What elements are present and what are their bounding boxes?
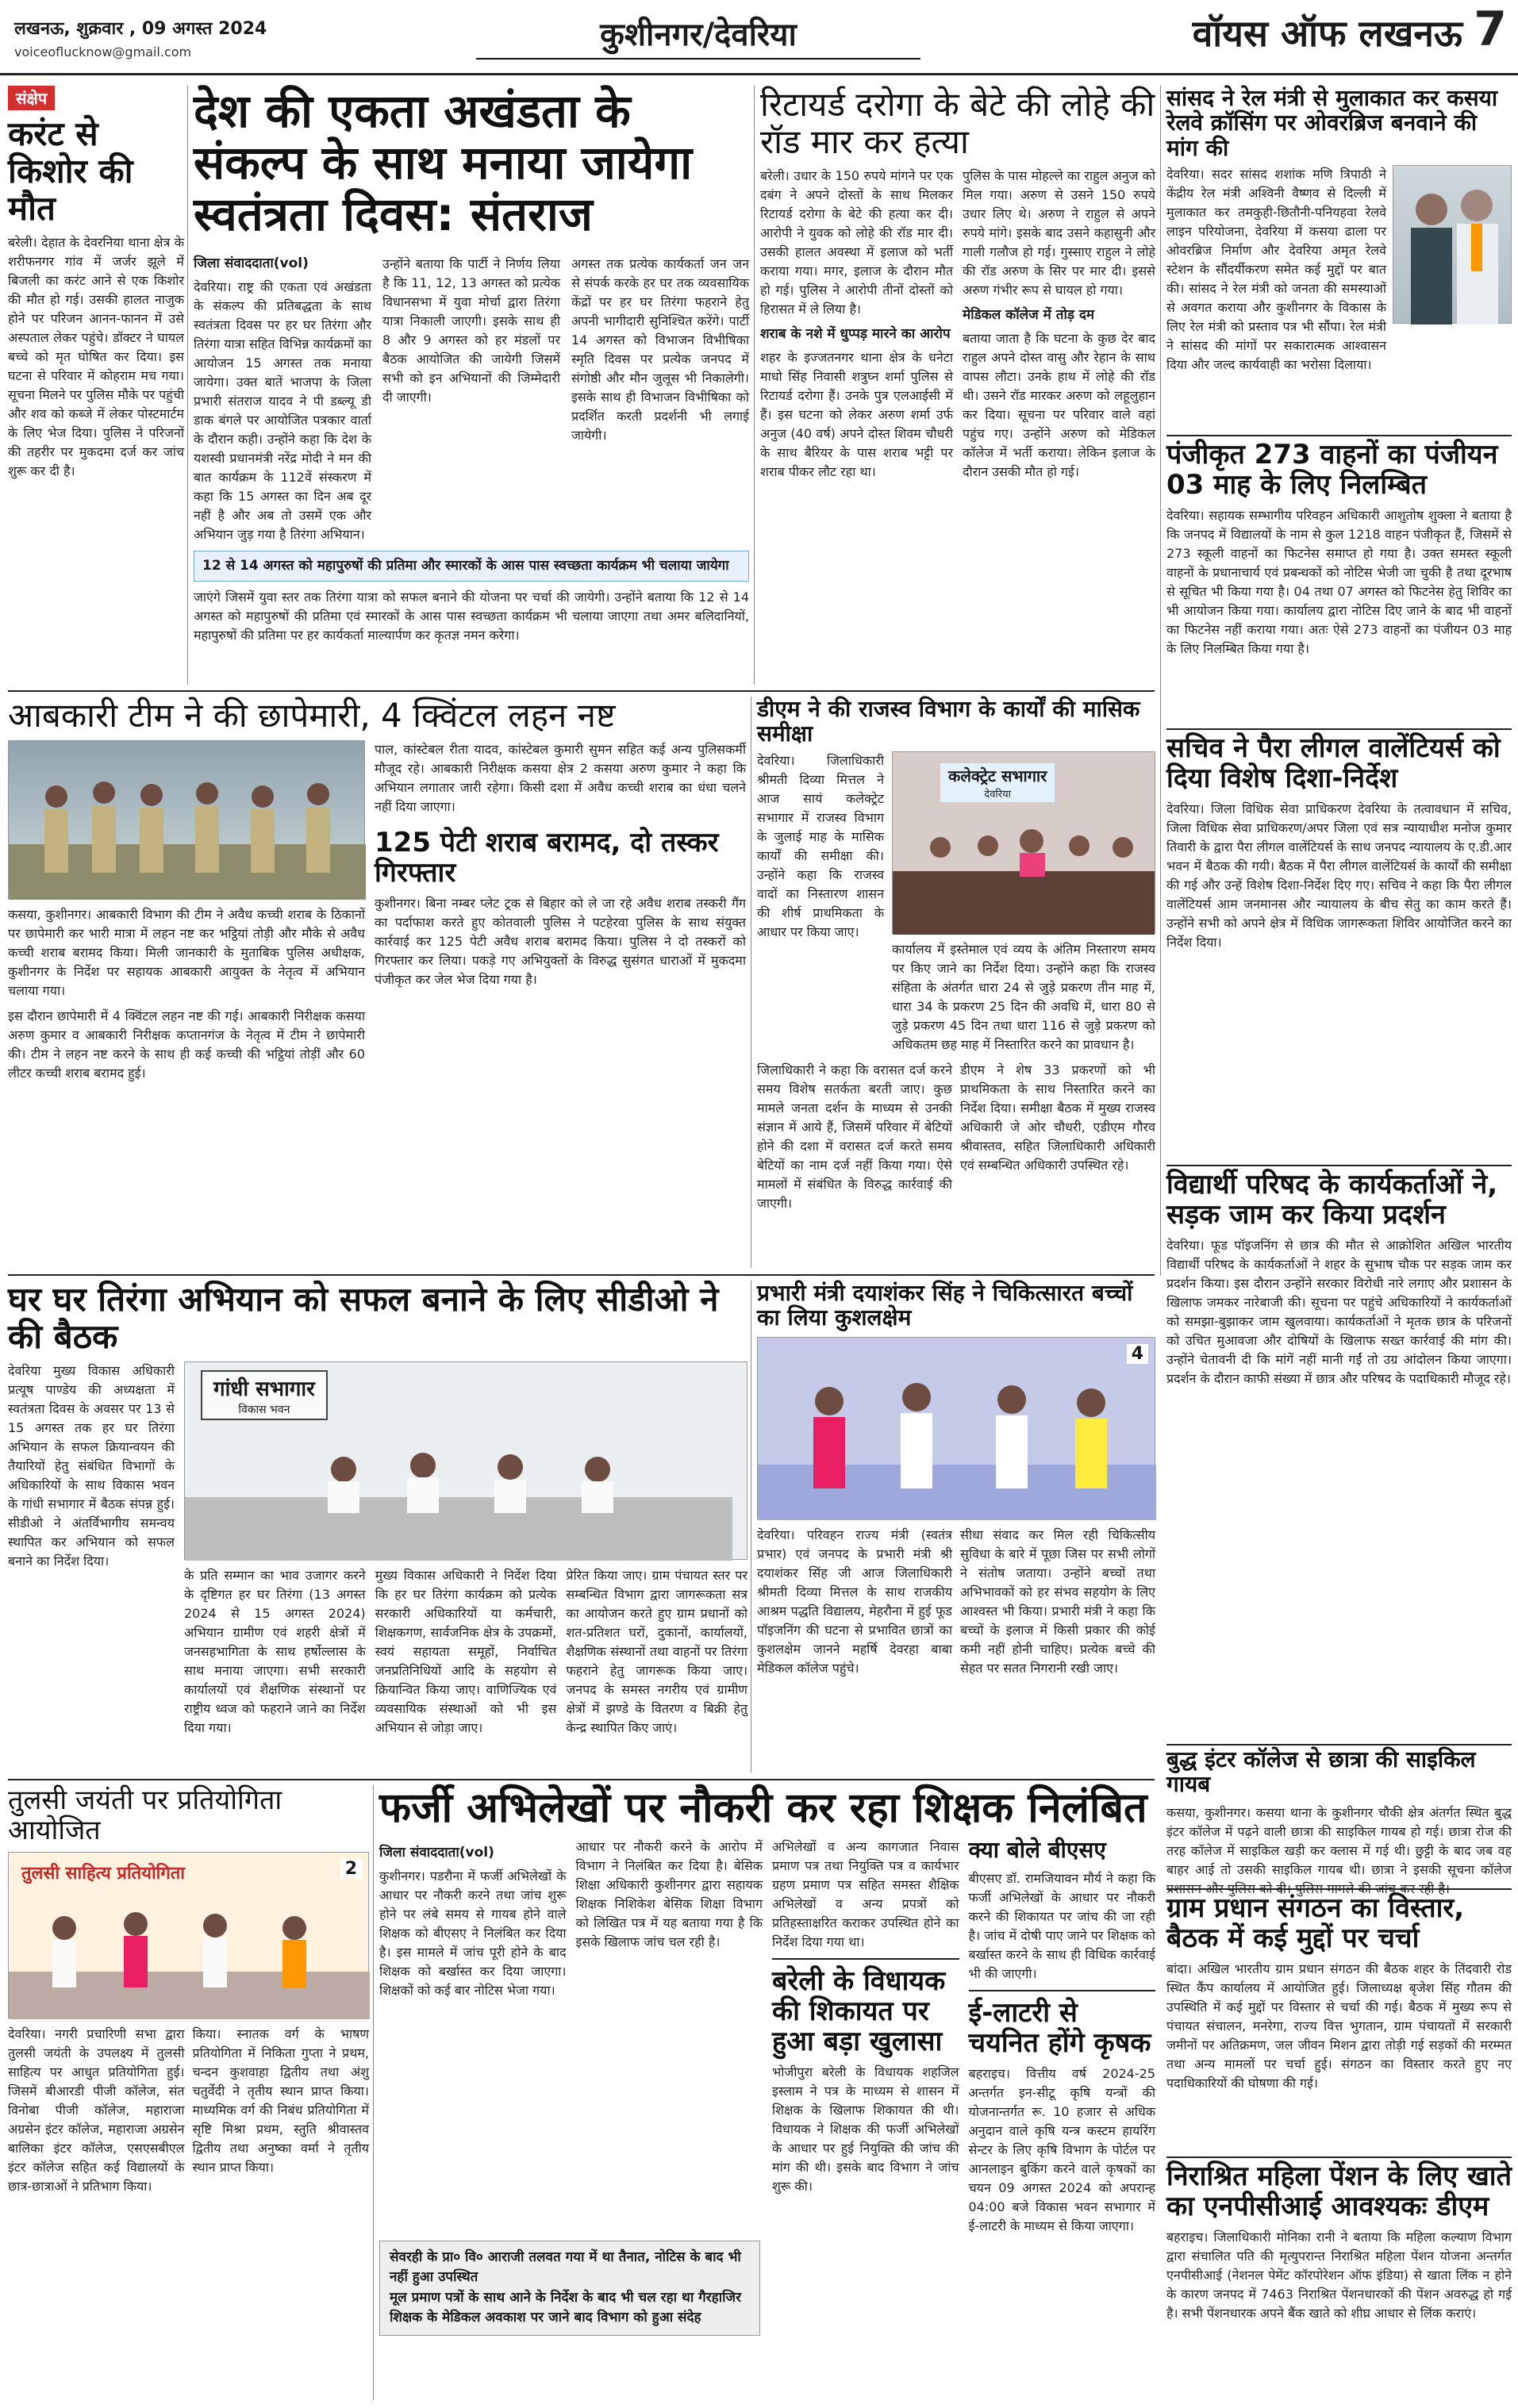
legal-headline: सचिव ने पैरा लीगल वालेंटियर्स को दिया विशेष दिशा-निर्देश bbox=[1166, 732, 1501, 795]
story-rule bbox=[1166, 1888, 1512, 1890]
mp-meeting-story bbox=[1166, 86, 1512, 427]
lead-byline: जिला संवाददाता(vol) bbox=[194, 255, 309, 271]
tiranga-photo bbox=[184, 1361, 747, 1560]
pension-story bbox=[1166, 2156, 1512, 2398]
story-rule bbox=[969, 1990, 1156, 1991]
elottery-body: बहराइच। वित्तीय वर्ष 2024-25 अन्तर्गत इन-सीटू कृषि यन्त्रों की योजनान्तर्गत रू. 10 हजार से अधिक अनुदान वाले कृषि यन्त्र कस्टम हायरिंग सेन्टर के लिए कृषि विभाग के पोर्टल पर आनलाइन बुकिंग करने वाले कृषकों का चयन 09 अगस्त 2024 को अपरान्ह 04:00 बजे विकास भवन सभागार में ई-लाटरी के माध्यम से किया जाएगा। bbox=[968, 2065, 1155, 2233]
lead-body-1: देवरिया। राष्ट्र की एकता एवं अखंडता के संकल्प की प्रतिबद्धता के साथ स्वतंत्रता दिवस पर हर घर तिरंगा और तिरंगा यात्रा सहित विभिन्न कार्यक्रमों का आयोजन 15 अगस्त तक मनाया जायेगा। उक्त बातें भाजपा के जिला प्रभारी संतराज यादव ने पी डब्ल्यू डी डाक बंगले पर आयोजित पत्रकार वार्ता के दौरान कही। उन्होंने कहा कि देश के यशस्वी प्रधानमंत्री नरेंद्र मोदी ने मन की बात कार्यक्रम के 112वें संस्करण में कहा कि 15 अगस्त का दिन अब दूर नहीं है और अब तो उसमें एक और अभियान जुड़ गया है तिरंगा अभियान। bbox=[194, 278, 371, 542]
abkari-body-1: कसया, कुशीनगर। आबकारी विभाग की टीम ने अवैध कच्ची शराब के ठिकानों पर छापेमारी कर भारी मात्रा में लहन नष्ट कर भट्ठियां तोड़ी और मौके से अवैध कच्ची शराब बरामद किया। मिली जानकारी के मुताबिक पुलिस अधीक्षक, कुशीनगर के निर्देश पर सहायक आबकारी आयुक्त के नेतृत्व में अभियान चलाया गया। bbox=[8, 907, 365, 999]
column-divider bbox=[187, 86, 188, 685]
issue-date: लखनऊ, शुक्रवार , 09 अगस्त 2024 bbox=[14, 19, 267, 39]
newspaper-logo: वॉयस ऑफ लखनऊ bbox=[1192, 12, 1462, 55]
story-rule bbox=[1166, 435, 1512, 436]
dm-photo-sub: देवरिया bbox=[984, 788, 1012, 801]
dm-review-body-2: जिलाधिकारी ने कहा कि वरासत दर्ज करने समय विशेष सतर्कता बरती जाए। कुछ मामले जनता दर्शन के माध्यम से उनकी संज्ञान में आये हैं, जिसमें परिवार में बेटियों होने की दशा में वरासत दर्ज करते समय बेटियों का नाम दर्ज नहीं किया गया। ऐसे मामलों में संबंधित के विरुद्ध कार्रवाई की जाएगी। bbox=[757, 1062, 952, 1211]
tulsi-photo bbox=[8, 1852, 369, 2018]
tiranga-photo-sub: विकास भवन bbox=[238, 1404, 290, 1417]
sankshep-headline: करंट से किशोर की मौत bbox=[8, 114, 133, 229]
section-title: कुशीनगर/देवरिया bbox=[476, 11, 920, 60]
mp-photo bbox=[1393, 165, 1512, 324]
page-number: 7 bbox=[1474, 2, 1507, 57]
dm-photo-banner: कलेक्ट्रेट सभागार bbox=[948, 766, 1047, 785]
teacher-body-1: कुशीनगर। पडरौना में फर्जी अभिलेखों के आधार पर नौकरी करने तथा जांच शुरू होने पर लंबे समय से गायब होने वाले शिक्षक को बीएसए ने निलंबित कर दिया है। इस मामले में जांच पूरी होने के बाद शिक्षक को बर्खास्त कर दिया जाएगा। शिक्षकों को कई बार नोटिस भेजा गया। bbox=[379, 1868, 567, 1999]
protest-body: देवरिया। फूड पॉइजनिंग से छात्र की मौत से आक्रोशित अखिल भारतीय विद्यार्थी परिषद के कार्यकर्ताओं ने शहर के सुभाष चौक पर सड़क जाम कर प्रदर्शन किया। इस दौरान उन्होंने सरकार विरोधी नारे लगाए और प्रशासन के खिलाफ जमकर नारेबाजी की। सूचना पर पहुंचे अधिकारियों ने कार्यकर्ताओं को समझा-बुझाकर जाम खुलवाया। कार्यकर्ताओं ने मृतक छात्र के परिजनों को उचित मुआवजा और दोषियों के खिलाफ सख्त कार्रवाई की मांग की। उन्होंने चेतावनी दी कि मांगें नहीं मानी गईं तो उग्र आंदोलन किया जाएगा। प्रदर्शन के दौरान काफी संख्या में छात्र और परिषद के पदाधिकारी मौजूद रहे। bbox=[1166, 1238, 1512, 1387]
tulsi-body-1: देवरिया। नगरी प्रचारिणी सभा द्वारा तुलसी जयंती के उपलक्ष्य में तुलसी साहित्य पर आधुत प्रतियोगिता हुई। जिसमें बीआरडी पीजी कॉलेज, संत विनोबा पीजी कॉलेज, महाराजा अग्रसेन इंटर कॉलेज, महाराजा अग्रसेन बालिका इंटर कॉलेज, एसएसबीएल इंटर कॉलेज सहित कई विद्यालयों के छात्र-छात्राओं ने प्रतिभाग किया। bbox=[8, 2026, 185, 2195]
story-rule bbox=[1166, 1165, 1512, 1166]
dm-review-body-3: कार्यालय में इस्तेमाल एवं व्यय के अंतिम निस्तारण समय पर किए जाने का निर्देश दिया। उन्होंने कहा कि राजस्व संहिता के अंतर्गत धारा 24 से जुड़े प्रकरण तीन माह में, धारा 34 के प्रकरण 25 दिन की अवधि में, धारा 80 से जुड़े प्रकरण 45 दिन तथा धारा 116 से जुड़े प्रकरण को अधिकतम छह माह में निस्तारित करने का प्रावधान है। bbox=[892, 941, 1155, 1052]
gram-pradhan-story bbox=[1166, 1888, 1512, 2150]
story-rule bbox=[772, 1958, 959, 1960]
minister-body-2: सीधा संवाद कर मिल रही चिकित्सीय सुविधा के बारे में पूछा जिस पर सभी लोगों ने संतोष जताया। उन्होंने बच्चों तथा अभिभावकों को हर संभव सहयोग के लिए आश्वस्त भी किया। प्रभारी मंत्री ने कहा कि बच्चों के इलाज में किसी प्रकार की कोई कमी नहीं होनी चाहिए। प्रत्येक बच्चे की सेहत पर सतत निगरानी रखी जाए। bbox=[960, 1527, 1155, 1676]
lead-headline: देश की एकता अखंडता के संकल्प के साथ मनाया जायेगा स्वतंत्रता दिवस: संतराज bbox=[194, 84, 693, 241]
abkari-story bbox=[8, 697, 746, 1268]
column-divider bbox=[754, 86, 755, 685]
student-protest-story bbox=[1166, 1165, 1512, 1736]
story-rule bbox=[1166, 1744, 1512, 1746]
teacher-highlights bbox=[379, 2241, 760, 2336]
tiranga-body-1: देवरिया मुख्य विकास अधिकारी प्रत्यूष पाण्डेय की अध्यक्षता में स्वतंत्रता दिवस के अवसर पर 13 से 15 अगस्त तक हर घर तिरंगा अभियान के सफल क्रियान्वयन की तैयारियों हेतु संबंधित विभागों के अधिकारियों के साथ विकास भवन के गांधी सभागार में बैठक संपन्न हुई। सीडीओ ने अंतर्विभागीय समन्वय स्थापित कर अभियान को सफल बनाने का निर्देश दिया। bbox=[8, 1363, 175, 1569]
murder-subhead-2: मेडिकल कॉलेज में तोड़ दम bbox=[963, 307, 1095, 324]
meeting-photo-icon bbox=[893, 752, 1155, 935]
legal-body: देवरिया। जिला विधिक सेवा प्राधिकरण देवरिया के तत्वावधान में सचिव, जिला विधिक सेवा प्राधिकरण/अपर जिला एवं सत्र न्यायाधीश मनोज कुमार तिवारी के द्वारा पैरा लीगल वालेंटियर्स के साथ जनपद न्यायालय के ए.डी.आर भवन में बैठक की गयी। बैठक में पैरा लीगल वालेंटियर्स के कार्यों की समीक्षा की गई और उन्हें विशेष दिशा-निर्देश दिए गए। सचिव ने कहा कि पैरा लीगल वालेंटियर्स आम जनमानस और न्यायालय के बीच सेतु का काम करते हैं। उन्होंने सभी को अपने क्षेत्र में विधिक जागरूकता शिविर आयोजित करने का निर्देश दिया। bbox=[1166, 801, 1512, 951]
legal-story bbox=[1166, 728, 1512, 1157]
tulsi-story bbox=[8, 1785, 369, 2400]
mp-headline: सांसद ने रेल मंत्री से मुलाकात कर कसया रेलवे क्रॉसिंग पर ओवरब्रिज बनवाने की मांग की bbox=[1166, 85, 1498, 161]
tiranga-body-3: मुख्य विकास अधिकारी ने निर्देश दिया कि हर घर तिरंगा कार्यक्रम को प्रत्येक सरकारी अधिकारियों या कर्मचारी, शिक्षकगण, सार्वजनिक क्षेत्र के उपक्रमों, स्वयं सहायता समूहों, निर्वाचित जनप्रतिनिधियों आदि के सहयोग से क्रियान्वित किया जाए। वाणिज्यिक एवं व्यवसायिक संस्थाओं को भी इस अभियान से जोड़ा जाए। bbox=[375, 1568, 557, 1736]
highlight-item: शिक्षक के मेडिकल अवकाश पर जाने बाद विभाग को हुआ संदेह bbox=[390, 2310, 701, 2326]
highlight-item: सेवरही के प्रा० वि० आराजी तलवत गया में था तैनात, नोटिस के बाद भी नहीं हुआ उपस्थित bbox=[390, 2249, 741, 2286]
liquor-seizure-body: कुशीनगर। बिना नम्बर प्लेट ट्रक से बिहार को ले जा रहे अवैध शराब तस्करी गैंग का पर्दाफाश करते हुए कोतवाली पुलिस ने पटहेरवा पुलिस के साथ संयुक्त कार्रवाई कर 125 पेटी अवैध शराब बरामद किया। पुलिस ने दो तस्करों को गिरफ्तार कर लिया। पकड़े गए अभियुक्तों के विरुद्ध सुसंगत धाराओं में मुकदमा पंजीकृत कर जेल भेज दिया गया है। bbox=[375, 896, 746, 988]
lead-body-2: उन्होंने बताया कि पार्टी ने निर्णय लिया है कि 11, 12, 13 अगस्त को प्रत्येक विधानसभा में युवा मोर्चा द्वारा तिरंगा यात्रा निकाली जाएगी। इसके साथ ही 8 और 9 अगस्त को हर मंडलों पर बैठक आयोजित की जायेगी जिसमें सभी को इन अभियानों की जिम्मेदारी दी जाएगी। bbox=[382, 255, 560, 405]
masthead bbox=[0, 0, 1518, 75]
murder-body-3: पुलिस के पास मोहल्ले का राहुल अनुज को मिल गया। अरुण से उसने 150 रुपये उधार लिए थे। अरुण ने राहुल से अपने रुपये मांगे। इसके बाद उसने कहासुनी और गाली गलौज हो गई। गुस्साए राहुल ने लोहे की रॉड अरुण के सिर पर मार दी। इससे अरुण गंभीर रूप से घायल हो गया। bbox=[963, 168, 1155, 298]
story-rule bbox=[1166, 728, 1512, 730]
murder-body-4: बताया जाता है कि घटना के कुछ देर बाद राहुल अपने दोस्त वासु और रेहान के साथ वापस लौटा। उनके हाथ में लोहे की रॉड थी। उसने रॉड मारकर अरुण को लहूलुहान कर दिया। सूचना पर परिवार वाले वहां पहुंच गए। उन्होंने अरुण को मेडिकल कॉलेज में भर्ती कराया। लेकिन इलाज के दौरान उसकी मौत हो गई। bbox=[963, 331, 1155, 480]
buddha-college-story bbox=[1166, 1744, 1512, 1896]
gram-pradhan-headline: ग्राम प्रधान संगठन का विस्तार, बैठक में कई मुद्दों पर चर्चा bbox=[1166, 1892, 1465, 1955]
pension-body: बहराइच। जिलाधिकारी मोनिका रानी ने बताया कि महिला कल्याण विभाग द्वारा संचालित पति की मृत्युपरान्त निराश्रित महिला पेंशन योजना अन्तर्गत एनपीसीआई (नेशनल पेमेंट कॉरपोरेशन ऑफ इंडिया) से खाता लिंक न होने के कारण जनपद में 7463 निराश्रित पेंशनधारकों की पेंशन अवरुद्ध हो गई है। सभी पेंशनधारक अपने बैंक खाते को शीघ्र आधार से लिंक कराएं। bbox=[1166, 2229, 1512, 2322]
buddha-headline: बुद्ध इंटर कॉलेज से छात्रा की साइकिल गायब bbox=[1166, 1746, 1476, 1798]
bsa-headline: क्या बोले बीएसए bbox=[968, 1837, 1106, 1864]
highlight-item: मूल प्रमाण पत्रों के साथ आने के निर्देश के बाद भी चल रहा था गैरहाजिर bbox=[390, 2289, 742, 2306]
lead-story bbox=[194, 86, 749, 685]
tiranga-body-2: के प्रति सम्मान का भाव उजागर करने के दृष्टिगत हर घर तिरंगा (13 अगस्त 2024 से 15 अगस्त 2024) अभियान ग्रामीण एवं शहरी क्षेत्रों में जनसहभागिता के साथ हर्षोल्लास के साथ मनाया जाएगा। सभी सरकारी कार्यालयों एवं शैक्षणिक संस्थानों पर राष्ट्रीय ध्वज को फहराने जाने का निर्देश दिया गया। bbox=[184, 1568, 366, 1736]
teacher-byline: जिला संवाददाता(vol) bbox=[379, 1845, 494, 1861]
column-divider bbox=[373, 1785, 374, 2400]
protest-headline: विद्यार्थी परिषद के कार्यकर्ताओं ने, सड़क जाम कर किया प्रदर्शन bbox=[1166, 1169, 1498, 1231]
buddha-body: कसया, कुशीनगर। कसया थाना के कुशीनगर चौकी क्षेत्र अंतर्गत स्थित बुद्ध इंटर कॉलेज में पढ़ने वाली छात्रा की साइकिल गायब हो गई। छात्रा रोज की तरह कॉलेज में साइकिल खड़ी कर क्लास में गई थी। छुट्टी के बाद जब वह बाहर आई तो उसकी साइकिल गायब थी। छात्रा ने इसकी सूचना कॉलेज प्रशासन और पुलिस को दी। पुलिस मामले की जांच कर रही है। bbox=[1166, 1804, 1512, 1896]
dm-review-body-4: डीएम ने शेष 33 प्रकरणों को भी प्राथमिकता के साथ निस्तारित करने का निर्देश दिया। समीक्षा बैठक में मुख्य राजस्व अधिकारी जे ओर चौधरी, एडीएम गौरव श्रीवास्तव, सहित जिलाधिकारी अधिकारी एवं सम्बन्धित अधिकारी उपस्थित रहे। bbox=[960, 1062, 1155, 1173]
lead-callout: 12 से 14 अगस्त को महापुरुषों की प्रतिमा और स्मारकों के आस पास स्वच्छता कार्यक्रम भी चलाया जायेगा bbox=[194, 551, 749, 582]
sankshep-column bbox=[8, 86, 184, 685]
liquor-seizure-headline: 125 पेटी शराब बरामद, दो तस्कर गिरफ्तार bbox=[375, 827, 719, 889]
minister-photo bbox=[757, 1337, 1155, 1519]
column-divider bbox=[1160, 86, 1161, 1276]
teacher-story bbox=[379, 1785, 1155, 2400]
vehicles-body: देवरिया। सहायक सम्भागीय परिवहन अधिकारी आशुतोष शुक्ला ने बताया है कि जनपद में विद्यालयों के नाम से कुल 1218 वाहन पंजीकृत हैं, जिसमें से 273 स्कूली वाहनों का फिटनेस समाप्त हो गया है। उक्त समस्त स्कूली वाहनों के प्रधानाचार्य एवं प्रबन्धकों को नोटिस भेजी जा चुकी है तथा दूरभाष से सूचित भी किया गया है। 04 तथा 07 अगस्त को फिटनेस हेतु शिविर का भी आयोजन किया गया। कार्यालय द्वारा नोटिस दिए जाने के बाद भी वाहनों का फिटनेस नहीं कराया गया। अतः ऐसे 273 वाहनों का पंजीयन 03 माह के लिए निलम्बित किया गया है। bbox=[1166, 508, 1512, 657]
hospital-visit-photo-icon bbox=[758, 1338, 1156, 1520]
tulsi-photo-number: 2 bbox=[340, 1859, 362, 1879]
police-team-photo-icon bbox=[9, 741, 366, 900]
teacher-headline: फर्जी अभिलेखों पर नौकरी कर रहा शिक्षक निलंबित bbox=[379, 1784, 1147, 1832]
two-men-photo-icon bbox=[1393, 166, 1512, 325]
mla-headline: बरेली के विधायक की शिकायत पर हुआ बड़ा खुलासा bbox=[772, 1965, 946, 2058]
meeting-hall-photo-icon bbox=[185, 1362, 732, 1561]
pension-headline: निराश्रित महिला पेंशन के लिए खाते का एनपीसीआई आवश्यकः डीएम bbox=[1166, 2160, 1512, 2223]
teacher-body-2: आधार पर नौकरी करने के आरोप में विभाग ने निलंबित कर दिया है। बेसिक शिक्षा अधिकारी कुशीनगर द्वारा सहायक शिक्षक निशिकेश बेसिक शिक्षा विभाग को लिखित पत्र में यह बताया गया है कि इसके खिलाफ जांच चल रही है। bbox=[575, 1839, 763, 1950]
minister-photo-number: 4 bbox=[1127, 1344, 1148, 1364]
row-rule bbox=[8, 1274, 1155, 1276]
tulsi-photo-banner: तुलसी साहित्य प्रतियोगिता bbox=[21, 1864, 185, 1884]
tulsi-body-2: किया। स्नातक वर्ग के भाषण प्रतियोगिता में निकिता गुप्ता ने प्रथम, चन्दन कुशवाहा द्वितीय तथा अंशु चतुर्वेदी ने तृतीय स्थान प्राप्त किया। माध्यमिक वर्ग की निबंध प्रतियोगिता में सृष्टि मिश्रा प्रथम, स्तुति श्रीवास्तव द्वितीय तथा अनुष्का वर्मा ने तृतीय स्थान प्राप्त किया। bbox=[192, 2026, 369, 2176]
minister-body-1: देवरिया। परिवहन राज्य मंत्री (स्वतंत्र प्रभार) एवं जनपद के प्रभारी मंत्री श्री दयाशंकर सिंह जी आज जिलाधिकारी श्रीमती दिव्या मित्तल के साथ राजकीय आश्रम पद्धति विद्यालय, मेहरौना में हुई फूड पॉइजनिंग की घटना से प्रभावित छात्रों का कुशलक्षेम जानने महर्षि देवरहा बाबा मेडिकल कॉलेज पहुंचे। bbox=[757, 1527, 952, 1676]
tiranga-story bbox=[8, 1281, 747, 1772]
minister-story bbox=[757, 1281, 1155, 1772]
sankshep-tag: संक्षेप bbox=[8, 86, 55, 110]
story-rule bbox=[1166, 2156, 1512, 2158]
teacher-body-3: अभिलेखों व अन्य कागजात निवास प्रमाण पत्र तथा नियुक्ति पत्र व कार्यभार ग्रहण प्रमाण पत्र सहित समस्त शैक्षिक अभिलेखों व अन्य प्रपत्रों को प्रतिहस्ताक्षरित कराकर उपस्थित होने का निर्देश दिया गया था। bbox=[772, 1839, 959, 1950]
abkari-headline: आबकारी टीम ने की छापेमारी, 4 क्विंटल लहन नष्ट bbox=[8, 696, 616, 735]
murder-headline: रिटायर्ड दरोगा के बेटे की लोहे की रॉड मार कर हत्या bbox=[760, 85, 1155, 162]
abkari-photo bbox=[8, 740, 365, 899]
mp-body: देवरिया। सदर सांसद शशांक मणि त्रिपाठी ने केंद्रीय रेल मंत्री अश्विनी वैष्णव से दिल्ली में मुलाकात कर तमकुही-छितौनी-पनियहवा रेलवे लाइन परियोजना, देवरिया में कसया ढाला पर ओवरब्रिज निर्माण और देवरिया अमृत रेलवे स्टेशन के सौंदर्यीकरण समेत कई मुद्दों पर बात की। सांसद ने रेल मंत्री को जनता की समस्याओं से अवगत कराया और कुशीनगर के विकास के लिए रेल मंत्री को प्रस्ताव पत्र भी सौंपा। रेल मंत्री ने सांसद की मांगों पर सकारात्मक आश्वासन दिया और जल्द कार्यवाही का भरोसा दिलाया। bbox=[1166, 167, 1386, 373]
elottery-headline: ई-लाटरी से चयनित होंगे कृषक bbox=[968, 1996, 1151, 2059]
row-rule bbox=[8, 690, 1155, 692]
abkari-body-3: पाल, कांस्टेबल रीता यादव, कांस्टेबल कुमारी सुमन सहित कई अन्य पुलिसकर्मी मौजूद रहे। आबकारी निरीक्षक कसया क्षेत्र 2 कसया अरुण कुमार ने कहा कि अभियान लगातार जारी रहेगा। किसी दशा में अवैध कच्ची शराब का धंधा चलने नहीं दिया जाएगा। bbox=[375, 742, 746, 815]
vehicles-headline: पंजीकृत 273 वाहनों का पंजीयन 03 माह के लिए निलम्बित bbox=[1166, 439, 1498, 501]
row-rule bbox=[8, 1779, 1155, 1780]
abkari-body-2: इस दौरान छापेमारी में 4 क्विंटल लहन नष्ट की गई। आबकारी निरीक्षक कसया अरुण कुमार व आबकारी निरीक्षक कप्तानगंज के नेतृत्व में टीम ने छापेमारी की। टीम ने लहन नष्ट करने के साथ ही कई कच्ची की भट्ठियां तोड़ीं और 60 लीटर कच्ची शराब बरामद हुई। bbox=[8, 1008, 365, 1081]
lead-body-3: जाएंगे जिसमें युवा स्तर तक तिरंगा यात्रा को सफल बनाने की योजना पर चर्चा की जायेगी। उन्होंने बताया कि 12 से 14 अगस्त को महापुरुषों की प्रतिमा एवं स्मारकों के आस पास स्वच्छता कार्यक्रम भी चलाया जाएगा तथा अमर बलिदानियों, महापुरुषों की प्रतिमा पर हर कार्यकर्ता माल्यार्पण कर कृतज्ञ नमन करेगा। bbox=[194, 589, 749, 643]
tiranga-body-4: प्रेरित किया जाए। ग्राम पंचायत स्तर पर सम्बन्धित विभाग द्वारा जागरूकता सत्र का आयोजन करते हुए ग्राम प्रधानों को शत-प्रतिशत घरों, दुकानों, कार्यालयों, शैक्षणिक संस्थानों तथा वाहनों पर तिरंगा फहराने हेतु जागरूक किया जाए। जनपद के समस्त नगरीय एवं ग्रामीण क्षेत्रों में झण्डे के वितरण व बिक्री हेतु केन्द्र स्थापित किए जाएं। bbox=[566, 1568, 748, 1736]
murder-body-1: बरेली। उधार के 150 रुपये मांगने पर एक दबंग ने अपने दोस्तों के साथ मिलकर रिटायर्ड दरोगा के बेटे की हत्या कर दी। आरोपी ने युवक को लोहे की रॉड मार दी। उसकी हालत अवस्था में इलाज को भर्ती कराया गया। मगर, इलाज के दौरान मौत हो गई। पुलिस ने आरोपी तीनों दोस्तों को हिरासत में ले लिया है। bbox=[760, 168, 953, 317]
murder-body-2: शहर के इज्जतनगर थाना क्षेत्र के धनेटा माधो सिंह निवासी शत्रुघ्न शर्मा पुलिस से रिटायर्ड दरोगा हैं। उनके पुत्र एलआईसी में हैं। इस घटना को लेकर अरुण शर्मा उर्फ अनुज (40 वर्ष) अपने दोस्त शिवम चौधरी के साथ बैरियर के पास शराब भट्टी पर शराब पीकर लौट रहा था। bbox=[760, 350, 953, 480]
dm-review-story bbox=[757, 697, 1155, 1268]
tiranga-photo-banner: गांधी सभागार bbox=[213, 1377, 315, 1402]
dm-review-photo bbox=[892, 751, 1155, 934]
tulsi-headline: तुलसी जयंती पर प्रतियोगिता आयोजित bbox=[8, 1784, 282, 1847]
murder-story bbox=[760, 86, 1155, 685]
dm-review-body-1: देवरिया। जिलाधिकारी श्रीमती दिव्या मित्तल ने आज सायं कलेक्ट्रेट सभागार में राजस्व विभाग के जुलाई माह के मासिक कार्यों की समीक्षा की। उन्होंने कहा कि राजस्व वादों का निस्तारण शासन की शीर्ष प्राथमिकता के आधार पर किया जाए। bbox=[757, 752, 884, 939]
murder-subhead: शराब के नशे में धुप्पड़ मारने का आरोप bbox=[760, 326, 951, 343]
vehicles-story bbox=[1166, 435, 1512, 720]
gram-pradhan-body: बांदा। अखिल भारतीय ग्राम प्रधान संगठन की बैठक शहर के तिंदवारी रोड स्थित कैंप कार्यालय में आयोजित हुई। जिलाध्यक्ष बृजेश सिंह गौतम की उपस्थिति में कई मुद्दों पर विस्तार से चर्चा की गई। बैठक में मुख्य रूप से पंचायत संचालन, मनरेगा, राज्य वित्त भुगतान, ग्राम पंचायतों में सरकारी जमीनों पर अतिक्रमण, जल जीवन मिशन द्वारा तोड़ी गई सड़कों की मरम्मत तथा अन्य मामलों पर चर्चा हुई। संगठन का विस्तार करते हुए नए पदाधिकारियों की घोषणा की गई। bbox=[1166, 1961, 1512, 2091]
sankshep-body: बरेली। देहात के देवरनिया थाना क्षेत्र के शरीफनगर गांव में जर्जर झूले में बिजली का करंट आने से एक किशोर की मौत हो गई। उसकी हालत नाजुक होने पर परिजन आनन-फानन में उसे अस्पताल लेकर पहुंचे। डॉक्टर ने घायल बच्चे को मृत घोषित कर दिया। इस घटना से परिवार में कोहराम मच गया। सूचना मिलने पर पुलिस मौके पर पहुंची और शव को कब्जे में लेकर पोस्टमार्टम के लिए भेज दिया। पुलिस ने परिजनों की तहरीर पर मुकदमा दर्ज कर जांच शुरू कर दी है। bbox=[8, 235, 185, 479]
contact-email[interactable]: voiceoflucknow@gmail.com bbox=[14, 44, 192, 60]
tiranga-headline: घर घर तिरंगा अभियान को सफल बनाने के लिए सीडीओ ने की बैठक bbox=[8, 1280, 719, 1357]
mla-body: भोजीपुरा बरेली के विधायक शहजिल इस्लाम ने पत्र के माध्यम से शासन में शिक्षक के खिलाफ शिकायत की थी। विधायक ने शिक्षक की फर्जी अभिलेखों के आधार पर हुई नियुक्ति की जांच की मांग की थी। इसके बाद विभाग ने जांच शुरू की। bbox=[772, 2064, 959, 2195]
minister-headline: प्रभारी मंत्री दयाशंकर सिंह ने चिकित्सारत बच्चों का लिया कुशलक्षेम bbox=[757, 1280, 1133, 1331]
dm-review-headline: डीएम ने की राजस्व विभाग के कार्यों की मासिक समीक्षा bbox=[757, 696, 1140, 747]
bsa-body: बीएसए डॉ. रामजियावन मौर्य ने कहा कि फर्जी अभिलेखों के आधार पर नौकरी करने की शिकायत पर जांच की जा रही है। जांच में दोषी पाए जाने पर शिक्षक को बर्खास्त करने के साथ ही विधिक कार्रवाई भी की जाएगी। bbox=[968, 1870, 1155, 1981]
lead-body-4: अगस्त तक प्रत्येक कार्यकर्ता जन जन से संपर्क करके हर घर तक व्यवसायिक केंद्रों पर हर घर तिरंगा फहराने हेतु अपनी भागीदारी सुनिश्चित करेंगे। पार्टी 14 अगस्त को विभाजन विभीषिका स्मृति दिवस पर प्रत्येक जनपद में संगोष्ठी और मौन जुलूस भी निकालेगी। इसके साथ ही विभाजन विभीषिका को प्रदर्शित करती प्रदर्शनी भी लगाई जायेगी। bbox=[571, 255, 749, 443]
